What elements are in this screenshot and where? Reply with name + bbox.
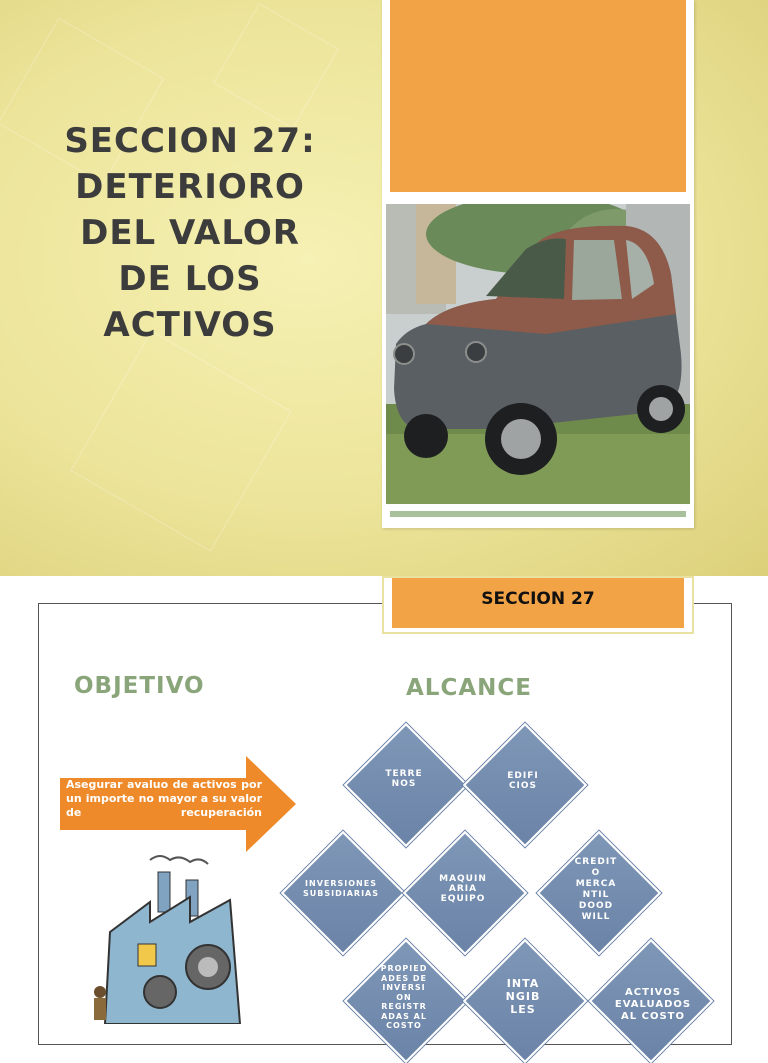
- diamond-label-intangibles: INTA NGIB LES: [505, 977, 541, 1016]
- diamond-label-propiedades: PROPIED ADES DE INVERSI ON REGISTR ADAS AL COSTO: [380, 964, 428, 1030]
- diamond-label-maquinaria: MAQUIN ARIA EQUIPO: [439, 874, 487, 904]
- image-panel: [382, 0, 694, 528]
- slide-title: SECCION 27: DETERIORO DEL VALOR DE LOS ACTIVOS: [64, 121, 316, 345]
- background-pattern: [70, 330, 291, 551]
- section-tab-label: SECCION 27: [392, 578, 684, 628]
- diamond-label-inversiones: INVERSIONES SUBSIDIARIAS: [303, 879, 379, 898]
- diamond-label-activos-evaluados: ACTIVOS EVALUADOS AL COSTO: [614, 987, 692, 1022]
- alcance-heading: ALCANCE: [406, 675, 532, 701]
- objective-text: Asegurar avaluo de activos por un importe no mayor a su valor de recuperación: [66, 778, 262, 819]
- factory-illustration: [90, 852, 260, 1024]
- diamond-label-edificios: EDIFI CIOS: [507, 771, 539, 791]
- section-tab: [382, 576, 694, 634]
- rusty-car-photo: [386, 204, 690, 504]
- orange-block: [390, 0, 686, 192]
- background-pattern: [213, 3, 339, 129]
- divider-bar: [390, 511, 686, 517]
- diamond-label-credito-mercantil: CREDIT O MERCA NTIL DOOD WILL: [574, 857, 618, 922]
- objetivo-heading: OBJETIVO: [74, 673, 205, 699]
- diamond-label-terrenos: TERRE NOS: [385, 769, 423, 789]
